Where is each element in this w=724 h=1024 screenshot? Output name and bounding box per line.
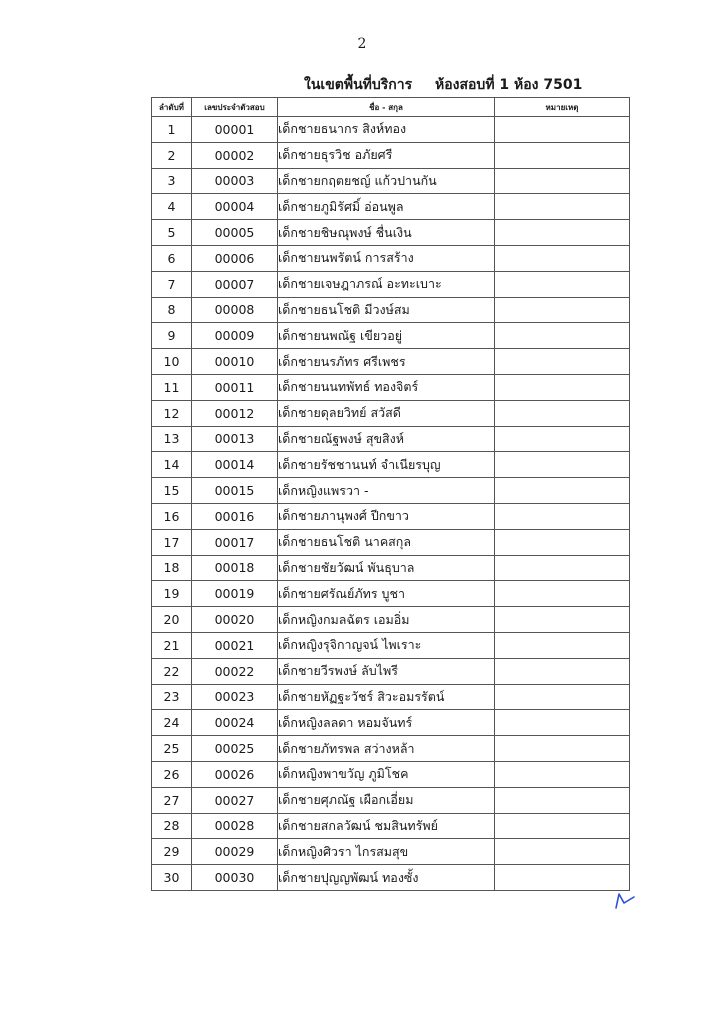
row-remarks — [495, 297, 630, 323]
row-sequence: 24 — [152, 710, 192, 736]
header-sequence: ลำดับที่ — [152, 98, 192, 117]
row-sequence: 17 — [152, 529, 192, 555]
row-full-name: เด็กหญิงกมลฉัตร เอมอิ่ม — [278, 607, 495, 633]
row-exam-id: 00024 — [192, 710, 278, 736]
table-row — [152, 865, 630, 891]
row-sequence: 19 — [152, 581, 192, 607]
row-remarks — [495, 529, 630, 555]
row-remarks — [495, 607, 630, 633]
row-full-name: เด็กชายธนโชติ มีวงษ์สม — [278, 297, 495, 323]
row-remarks — [495, 323, 630, 349]
row-sequence: 20 — [152, 607, 192, 633]
row-exam-id: 00029 — [192, 839, 278, 865]
table-row — [152, 658, 630, 684]
table-row — [152, 142, 630, 168]
row-full-name: เด็กชายสกลวัฒน์ ชมสินทรัพย์ — [278, 813, 495, 839]
row-exam-id: 00014 — [192, 452, 278, 478]
row-remarks — [495, 658, 630, 684]
exam-room-label: ห้องสอบที่ 1 ห้อง 7501 — [435, 77, 583, 93]
row-exam-id: 00026 — [192, 761, 278, 787]
table-row — [152, 581, 630, 607]
roster-body — [152, 117, 630, 891]
header-remarks: หมายเหตุ — [495, 98, 630, 117]
table-row — [152, 761, 630, 787]
row-remarks — [495, 400, 630, 426]
row-sequence: 14 — [152, 452, 192, 478]
row-sequence: 9 — [152, 323, 192, 349]
row-full-name: เด็กหญิงรุจิกาญจน์ ไพเราะ — [278, 632, 495, 658]
row-exam-id: 00022 — [192, 658, 278, 684]
table-row — [152, 503, 630, 529]
table-row — [152, 117, 630, 143]
row-exam-id: 00008 — [192, 297, 278, 323]
row-exam-id: 00004 — [192, 194, 278, 220]
table-row — [152, 555, 630, 581]
row-sequence: 3 — [152, 168, 192, 194]
row-remarks — [495, 194, 630, 220]
row-remarks — [495, 117, 630, 143]
row-sequence: 26 — [152, 761, 192, 787]
header-exam-id: เลขประจำตัวสอบ — [192, 98, 278, 117]
row-remarks — [495, 349, 630, 375]
service-area-label: ในเขตพื้นที่บริการ — [304, 77, 413, 93]
row-remarks — [495, 555, 630, 581]
row-remarks — [495, 813, 630, 839]
table-row — [152, 478, 630, 504]
row-full-name: เด็กชายภานุพงศ์ ปีกขาว — [278, 503, 495, 529]
row-sequence: 4 — [152, 194, 192, 220]
row-full-name: เด็กชายนพรัตน์ การสร้าง — [278, 245, 495, 271]
row-sequence: 12 — [152, 400, 192, 426]
row-remarks — [495, 142, 630, 168]
signature-mark — [612, 886, 638, 912]
table-row — [152, 168, 630, 194]
table-row — [152, 632, 630, 658]
row-remarks — [495, 271, 630, 297]
row-full-name: เด็กชายชิษณุพงษ์ ชื่นเงิน — [278, 220, 495, 246]
table-row — [152, 813, 630, 839]
row-remarks — [495, 632, 630, 658]
table-row — [152, 684, 630, 710]
page-number: 2 — [357, 36, 367, 52]
row-full-name: เด็กหญิงศิวรา ไกรสมสุข — [278, 839, 495, 865]
row-full-name: เด็กชายกฤตยชญ์ แก้วปานกัน — [278, 168, 495, 194]
row-sequence: 2 — [152, 142, 192, 168]
row-full-name: เด็กชายณัฐพงษ์ สุขสิงห์ — [278, 426, 495, 452]
row-exam-id: 00028 — [192, 813, 278, 839]
row-sequence: 1 — [152, 117, 192, 143]
row-exam-id: 00027 — [192, 787, 278, 813]
row-exam-id: 00015 — [192, 478, 278, 504]
row-remarks — [495, 761, 630, 787]
row-sequence: 16 — [152, 503, 192, 529]
row-exam-id: 00021 — [192, 632, 278, 658]
row-full-name: เด็กชายนพณัฐ เขียวอยู่ — [278, 323, 495, 349]
row-full-name: เด็กชายวีรพงษ์ ลับไพรี — [278, 658, 495, 684]
row-sequence: 11 — [152, 374, 192, 400]
row-exam-id: 00001 — [192, 117, 278, 143]
row-exam-id: 00005 — [192, 220, 278, 246]
row-exam-id: 00006 — [192, 245, 278, 271]
row-sequence: 29 — [152, 839, 192, 865]
table-row — [152, 426, 630, 452]
table-row — [152, 607, 630, 633]
row-remarks — [495, 787, 630, 813]
row-sequence: 28 — [152, 813, 192, 839]
row-full-name: เด็กชายชัยวัฒน์ พันธุบาล — [278, 555, 495, 581]
row-sequence: 8 — [152, 297, 192, 323]
row-full-name: เด็กชายภูมิรัศมิ์ อ่อนพูล — [278, 194, 495, 220]
row-exam-id: 00011 — [192, 374, 278, 400]
row-full-name: เด็กชายปุญญพัฒน์ ทองซั้ง — [278, 865, 495, 891]
row-full-name: เด็กชายศุภณัฐ เผือกเอี่ยม — [278, 787, 495, 813]
table-row — [152, 710, 630, 736]
row-remarks — [495, 478, 630, 504]
row-full-name: เด็กชายศรัณย์ภัทร บูชา — [278, 581, 495, 607]
row-sequence: 30 — [152, 865, 192, 891]
row-full-name: เด็กหญิงพาขวัญ ภูมิโชค — [278, 761, 495, 787]
row-remarks — [495, 245, 630, 271]
row-sequence: 25 — [152, 736, 192, 762]
row-sequence: 27 — [152, 787, 192, 813]
row-full-name: เด็กชายหัฏฐะวัชร์ สิวะอมรรัตน์ — [278, 684, 495, 710]
row-exam-id: 00003 — [192, 168, 278, 194]
table-row — [152, 271, 630, 297]
row-exam-id: 00019 — [192, 581, 278, 607]
table-row — [152, 452, 630, 478]
table-row — [152, 194, 630, 220]
row-full-name: เด็กชายภัทรพล สว่างหล้า — [278, 736, 495, 762]
row-remarks — [495, 684, 630, 710]
row-sequence: 6 — [152, 245, 192, 271]
row-sequence: 13 — [152, 426, 192, 452]
table-row — [152, 839, 630, 865]
table-row — [152, 529, 630, 555]
row-exam-id: 00023 — [192, 684, 278, 710]
row-sequence: 5 — [152, 220, 192, 246]
row-sequence: 18 — [152, 555, 192, 581]
row-sequence: 10 — [152, 349, 192, 375]
row-exam-id: 00020 — [192, 607, 278, 633]
row-sequence: 23 — [152, 684, 192, 710]
row-sequence: 15 — [152, 478, 192, 504]
row-exam-id: 00017 — [192, 529, 278, 555]
row-exam-id: 00013 — [192, 426, 278, 452]
table-row — [152, 297, 630, 323]
row-sequence: 7 — [152, 271, 192, 297]
row-exam-id: 00007 — [192, 271, 278, 297]
row-sequence: 21 — [152, 632, 192, 658]
table-row — [152, 323, 630, 349]
table-row — [152, 220, 630, 246]
exam-room-heading — [300, 72, 600, 96]
row-remarks — [495, 581, 630, 607]
row-exam-id: 00010 — [192, 349, 278, 375]
table-row — [152, 736, 630, 762]
table-row — [152, 787, 630, 813]
candidate-roster-table — [151, 97, 630, 891]
row-remarks — [495, 220, 630, 246]
table-header-row — [152, 98, 630, 117]
row-exam-id: 00016 — [192, 503, 278, 529]
row-exam-id: 00012 — [192, 400, 278, 426]
row-sequence: 22 — [152, 658, 192, 684]
row-remarks — [495, 736, 630, 762]
row-full-name: เด็กชายธนากร สิงห์ทอง — [278, 117, 495, 143]
row-full-name: เด็กชายรัชชานนท์ จำเนียรบุญ — [278, 452, 495, 478]
row-exam-id: 00002 — [192, 142, 278, 168]
row-full-name: เด็กชายธุรวิช อภัยศรี — [278, 142, 495, 168]
row-exam-id: 00030 — [192, 865, 278, 891]
table-row — [152, 374, 630, 400]
row-remarks — [495, 865, 630, 891]
row-full-name: เด็กชายนรภัทร ศรีเพชร — [278, 349, 495, 375]
row-full-name: เด็กชายนนทพัทธ์ ทองจิตร์ — [278, 374, 495, 400]
row-remarks — [495, 452, 630, 478]
table-row — [152, 245, 630, 271]
row-remarks — [495, 426, 630, 452]
row-remarks — [495, 503, 630, 529]
row-remarks — [495, 839, 630, 865]
row-full-name: เด็กชายเจษฎาภรณ์ อะทะเบาะ — [278, 271, 495, 297]
table-row — [152, 400, 630, 426]
row-remarks — [495, 374, 630, 400]
row-full-name: เด็กหญิงแพรวา - — [278, 478, 495, 504]
row-exam-id: 00025 — [192, 736, 278, 762]
row-full-name: เด็กชายดุลยวิทย์ สวัสดี — [278, 400, 495, 426]
row-remarks — [495, 168, 630, 194]
row-full-name: เด็กหญิงลลดา หอมจันทร์ — [278, 710, 495, 736]
table-row — [152, 349, 630, 375]
row-full-name: เด็กชายธนโชติ นาคสกุล — [278, 529, 495, 555]
row-remarks — [495, 710, 630, 736]
row-exam-id: 00009 — [192, 323, 278, 349]
header-full-name: ชื่อ - สกุล — [278, 98, 495, 117]
row-exam-id: 00018 — [192, 555, 278, 581]
